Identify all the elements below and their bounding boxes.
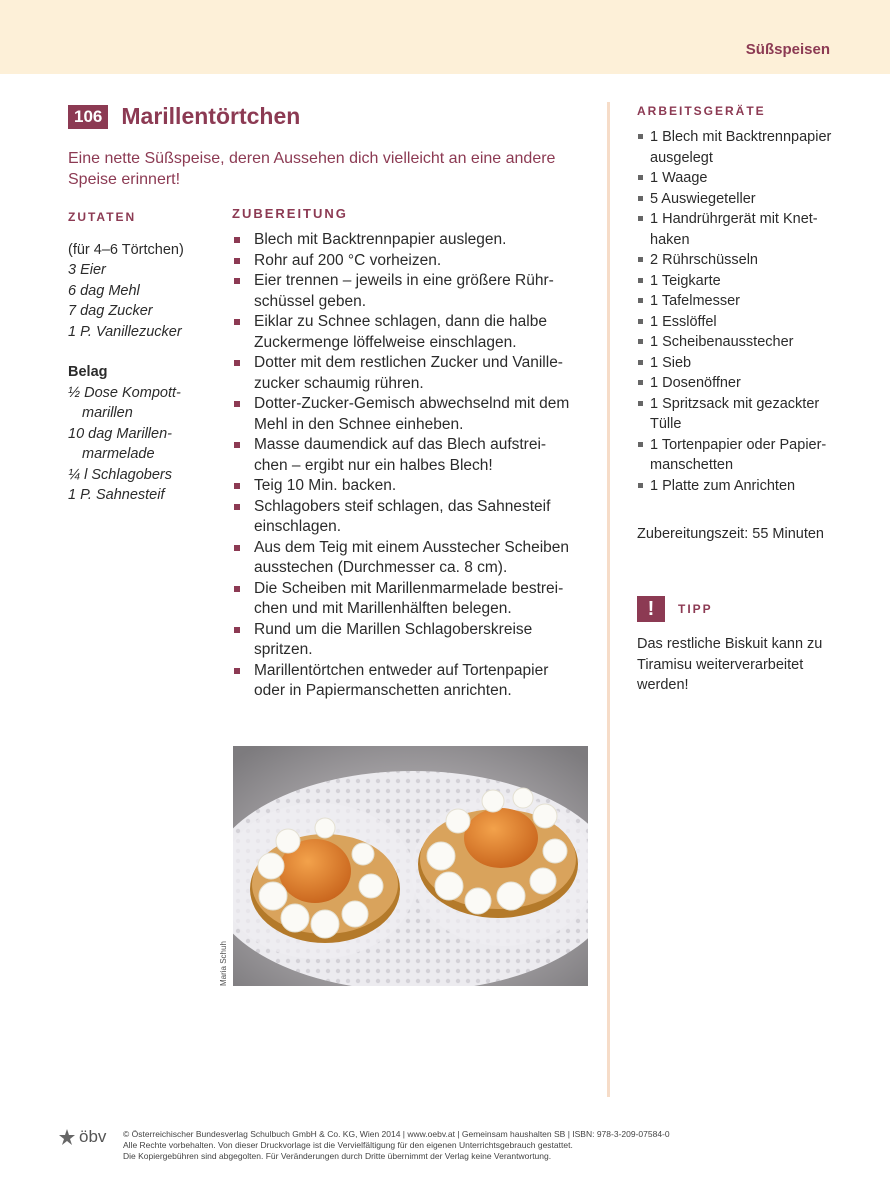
bullet-icon: [234, 319, 240, 325]
ingredient-item: 6 dag Mehl: [68, 282, 140, 299]
preparation-step-line: oder in Papiermanschetten anrichten.: [254, 682, 512, 699]
bullet-icon: [638, 134, 643, 139]
topping-item-cont: marmelade: [82, 446, 155, 462]
preparation-section: [232, 206, 597, 702]
recipe-intro: Eine nette Süßspeise, deren Aussehen dich vielleicht an eine andere Speise erinnert!: [68, 150, 556, 188]
bullet-icon: [234, 668, 240, 674]
bullet-icon: [638, 196, 643, 201]
exclamation-icon: !: [637, 596, 665, 622]
preparation-step: [232, 312, 597, 353]
tool-item-line: 1 Tafelmesser: [650, 293, 740, 309]
tool-item: [637, 250, 867, 271]
tool-item-line: haken: [650, 231, 690, 248]
copyright-line: © Österreichischer Bundesverlag Schulbuch GmbH & Co. KG, Wien 2014 | www.oebv.at | Gemeinsam haushalten SB | ISBN: 978-3-209-07584-0: [123, 1129, 670, 1139]
preparation-step-line: Aus dem Teig mit einem Ausstecher Scheiben: [254, 538, 570, 556]
ingredient-item: 7 dag Zucker: [68, 303, 153, 319]
tool-item-line: 1 Sieb: [650, 354, 692, 371]
preparation-step: [232, 271, 597, 312]
tool-item-line: 1 Tortenpapier oder Papier-: [650, 436, 827, 453]
preparation-step: [232, 661, 597, 702]
recipe-title: Marillentörtchen: [121, 103, 301, 129]
ingredient-item: 3 Eier: [68, 262, 106, 278]
tool-item: [637, 271, 867, 292]
preparation-step-line: einschlagen.: [254, 518, 342, 535]
tool-item-line: Tülle: [650, 416, 682, 432]
preparation-step: [232, 435, 597, 476]
ingredients-section: [68, 207, 228, 506]
tools-section: [637, 104, 867, 496]
preparation-step-line: Schlagobers steif schlagen, das Sahnesteif: [254, 497, 551, 515]
tool-item: [637, 353, 867, 374]
ingredients-heading: ZUTATEN: [68, 210, 137, 224]
preparation-step-line: ausstechen (Durchmesser ca. 8 cm).: [254, 559, 508, 576]
topping-item-cont: marillen: [82, 405, 133, 421]
tool-item-line: 1 Dosenöffner: [650, 375, 741, 391]
preparation-step-line: Masse daumendick auf das Blech aufstrei-: [254, 436, 547, 453]
bullet-icon: [234, 627, 240, 633]
preparation-heading: ZUBEREITUNG: [232, 206, 348, 221]
tool-item: [637, 476, 867, 497]
preparation-step-line: Eier trennen – jeweils in eine größere Rühr-: [254, 272, 554, 289]
tools-heading: ARBEITSGERÄTE: [637, 104, 766, 118]
tool-item-line: manschetten: [650, 457, 734, 473]
preparation-step: [232, 394, 597, 435]
bullet-icon: [234, 278, 240, 284]
tool-item: [637, 373, 867, 394]
preparation-step: [232, 353, 597, 394]
preparation-step-line: spritzen.: [254, 641, 313, 658]
topping-item: 10 dag Marillen-: [68, 425, 172, 442]
tip-line: Das restliche Biskuit kann zu: [637, 636, 823, 652]
preparation-step-line: chen – ergibt nur ein halbes Blech!: [254, 456, 493, 474]
preparation-step: [232, 497, 597, 538]
bullet-icon: [234, 237, 240, 243]
preparation-step-line: Rund um die Marillen Schlagoberskreise: [254, 620, 533, 638]
preparation-steps: [232, 230, 597, 702]
ingredient-item: 1 P. Vanillezucker: [68, 323, 182, 340]
bullet-icon: [234, 401, 240, 407]
bullet-icon: [638, 278, 643, 283]
preparation-step-line: Zuckermenge löffelweise einschlagen.: [254, 333, 517, 351]
recipe-number: 106: [68, 105, 108, 129]
tool-item: [637, 127, 867, 168]
tip-header: [637, 596, 713, 622]
tip-line: werden!: [637, 677, 689, 693]
tool-item-line: ausgelegt: [650, 149, 713, 166]
tool-item: [637, 312, 867, 333]
tool-item: [637, 291, 867, 312]
column-divider: [607, 102, 610, 1097]
topping-item: ¼ l Schlagobers: [68, 466, 172, 483]
tool-item-line: 1 Spritzsack mit gezackter: [650, 395, 820, 412]
topping-item: ½ Dose Kompott-: [68, 384, 181, 401]
preparation-step: [232, 620, 597, 661]
section-tag: Süßspeisen: [745, 41, 830, 58]
preparation-step-line: chen und mit Marillenhälften belegen.: [254, 600, 512, 617]
bullet-icon: [638, 319, 643, 324]
bullet-icon: [638, 483, 643, 488]
topping-item: 1 P. Sahnesteif: [68, 487, 165, 503]
bullet-icon: [234, 442, 240, 448]
bullet-icon: [638, 216, 643, 221]
tool-item: [637, 394, 867, 435]
bullet-icon: [638, 298, 643, 303]
preparation-step-line: Dotter-Zucker-Gemisch abwechselnd mit dem: [254, 395, 570, 412]
publisher-logo-text: öbv: [79, 1127, 107, 1146]
bullet-icon: [638, 401, 643, 406]
tool-item-line: 1 Platte zum Anrichten: [650, 477, 796, 494]
tool-item-line: 1 Esslöffel: [650, 313, 717, 330]
preparation-step-line: zucker schaumig rühren.: [254, 374, 424, 392]
bullet-icon: [234, 483, 240, 489]
bullet-icon: [234, 360, 240, 366]
ingredients-portion: (für 4–6 Törtchen): [68, 241, 184, 258]
publisher-logo: [58, 1127, 106, 1147]
bullet-icon: [234, 504, 240, 510]
copyright-notice: [123, 1129, 670, 1162]
star-icon: [58, 1128, 76, 1146]
tip-line: Tiramisu weiterverarbeitet: [637, 656, 804, 673]
topping-heading: Belag: [68, 364, 108, 380]
bullet-icon: [234, 545, 240, 551]
tools-list: [637, 127, 867, 496]
recipe-title-row: [68, 103, 300, 130]
tartlets-photo: [233, 746, 588, 986]
tool-item-line: 1 Scheibenausstecher: [650, 334, 794, 350]
bullet-icon: [234, 258, 240, 264]
tool-item-line: 5 Auswiegeteller: [650, 190, 756, 207]
preparation-step: [232, 476, 597, 497]
tool-item: [637, 435, 867, 476]
tool-item: [637, 189, 867, 210]
preparation-step-line: Marillentörtchen entweder auf Tortenpapier: [254, 661, 549, 679]
bullet-icon: [234, 586, 240, 592]
bullet-icon: [638, 442, 643, 447]
tool-item-line: 1 Handrührgerät mit Knet-: [650, 211, 818, 227]
preparation-step-line: Eiklar zu Schnee schlagen, dann die halbe: [254, 313, 547, 330]
tool-item: [637, 209, 867, 250]
preparation-step-line: Mehl in den Schnee einheben.: [254, 415, 464, 433]
bullet-icon: [638, 175, 643, 180]
tool-item-line: 1 Teigkarte: [650, 272, 721, 289]
tool-item-line: 1 Waage: [650, 170, 708, 186]
preparation-step-line: schüssel geben.: [254, 292, 367, 310]
preparation-step: [232, 251, 597, 272]
photo-credit: Maria Schuh: [219, 941, 228, 986]
bullet-icon: [638, 339, 643, 344]
tip-heading: TIPP: [678, 602, 713, 616]
preparation-step: [232, 579, 597, 620]
header-band: [0, 0, 890, 74]
tool-item: [637, 332, 867, 353]
preparation-step: [232, 230, 597, 251]
bullet-icon: [638, 257, 643, 262]
preparation-step-line: Dotter mit dem restlichen Zucker und Vanille-: [254, 354, 563, 371]
tool-item: [637, 168, 867, 189]
tool-item-line: 2 Rührschüsseln: [650, 252, 758, 268]
preparation-step-line: Rohr auf 200 °C vorheizen.: [254, 251, 442, 269]
preparation-time: Zubereitungszeit: 55 Minuten: [637, 526, 824, 542]
bullet-icon: [638, 360, 643, 365]
copyright-line: Alle Rechte vorbehalten. Von dieser Druckvorlage ist die Vervielfältigung für den eigenen Unterrichtsgebrauch gestattet.: [123, 1140, 573, 1150]
preparation-step-line: Teig 10 Min. backen.: [254, 477, 397, 494]
copyright-line: Die Kopiergebühren sind abgegolten. Für Veränderungen durch Dritte übernimmt der Verlag keine Verantwortung.: [123, 1151, 552, 1161]
preparation-step-line: Blech mit Backtrennpapier auslegen.: [254, 231, 507, 248]
tip-text: [637, 634, 857, 696]
preparation-step: [232, 538, 597, 579]
bullet-icon: [638, 380, 643, 385]
preparation-step-line: Die Scheiben mit Marillenmarmelade bestrei-: [254, 579, 564, 597]
tool-item-line: 1 Blech mit Backtrennpapier: [650, 129, 832, 145]
